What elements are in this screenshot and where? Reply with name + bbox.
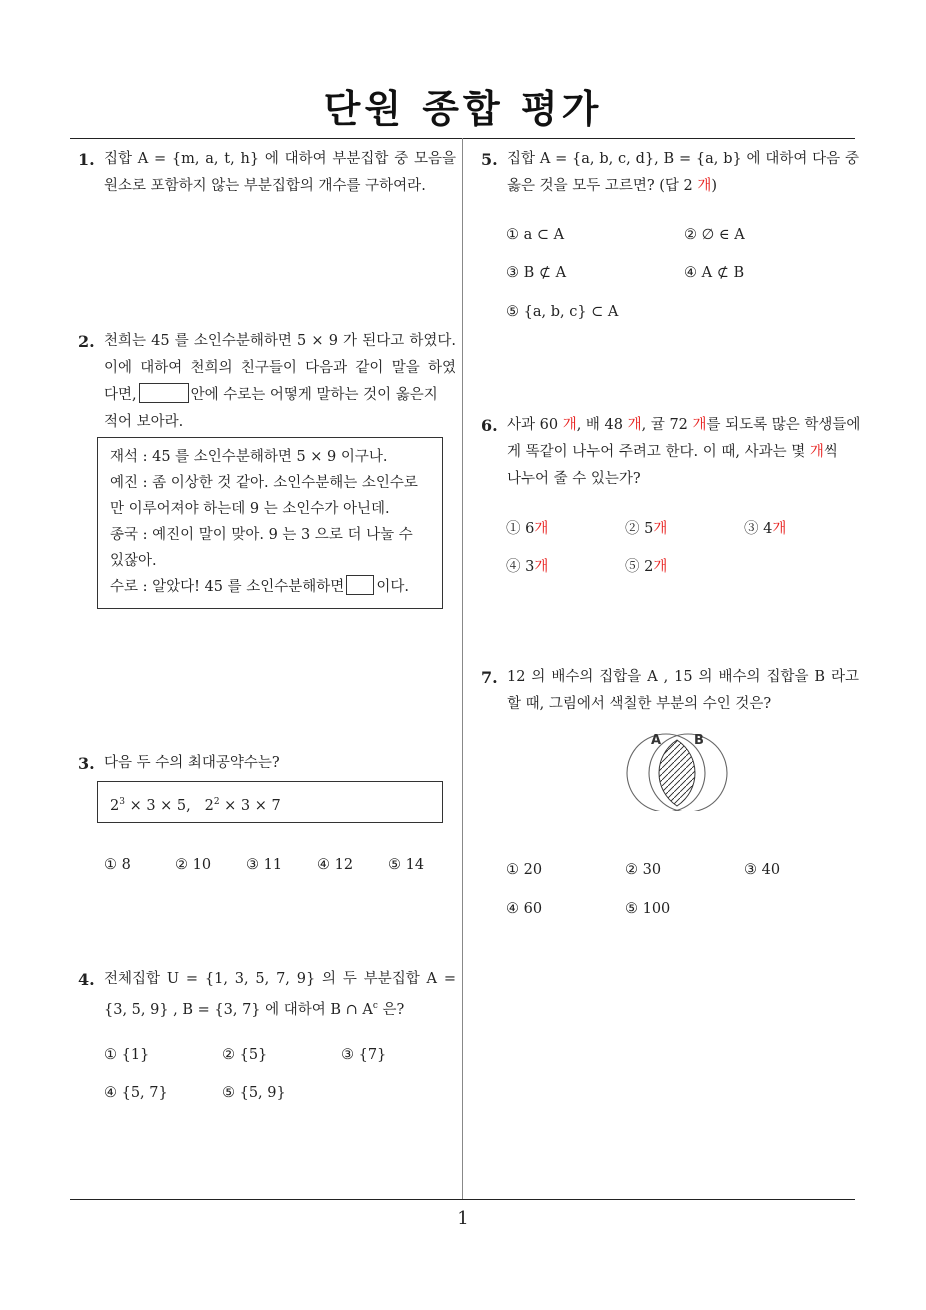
question-text: 12 의 배수의 집합을 A , 15 의 배수의 집합을 B 라고 <box>507 669 859 685</box>
option[interactable]: ④ {5, 7} <box>104 1085 168 1101</box>
question-6 <box>481 412 859 493</box>
venn-label-a: A <box>651 733 662 748</box>
answer-blank <box>139 383 189 403</box>
question-text: 천희는 45 를 소인수분해하면 5 × 9 가 된다고 하였다. <box>104 333 456 349</box>
option[interactable]: ③ B ⊄ A <box>506 265 567 281</box>
question-number: 3. <box>78 754 95 773</box>
option[interactable]: ① 20 <box>506 862 543 878</box>
question-number: 1. <box>78 150 95 169</box>
option[interactable]: ④ 60 <box>506 901 543 917</box>
question-number: 6. <box>481 416 498 435</box>
dialogue-line: 종국 : 예진이 말이 맞아. 9 는 3 으로 더 나눌 수 <box>110 527 413 543</box>
option[interactable]: ③ 4개 <box>744 521 787 537</box>
question-text: 적어 보아라. <box>104 414 184 430</box>
dialogue-line: 있잖아. <box>110 553 157 569</box>
question-3 <box>78 750 456 777</box>
question-text: 원소로 포함하지 않는 부분집합의 개수를 구하여라. <box>104 178 426 194</box>
question-text: 사과 60 개, 배 48 개, 귤 72 개를 되도록 많은 학생들에 <box>507 417 861 433</box>
option[interactable]: ① 8 <box>104 857 131 873</box>
question-text: 다면, 안에 수로는 어떻게 말하는 것이 옳은지 <box>104 382 456 409</box>
question-text: 집합 A = {m, a, t, h} 에 대하여 부분집합 중 모음을 <box>104 151 456 167</box>
option[interactable]: ③ 11 <box>246 857 283 873</box>
venn-intersection <box>659 740 695 806</box>
option[interactable]: ② 5개 <box>625 521 668 537</box>
option[interactable]: ⑤ {a, b, c} ⊂ A <box>506 304 619 320</box>
question-number: 2. <box>78 332 95 351</box>
option[interactable]: ⑤ 100 <box>625 901 671 917</box>
question-7 <box>481 664 859 718</box>
question-text: 이에 대하여 천희의 친구들이 다음과 같이 말을 하였 <box>104 360 456 376</box>
option[interactable]: ① 6개 <box>506 521 549 537</box>
option[interactable]: ① a ⊂ A <box>506 227 565 243</box>
option[interactable]: ⑤ 2개 <box>625 559 668 575</box>
venn-diagram <box>620 726 735 811</box>
question-text: 집합 A = {a, b, c, d}, B = {a, b} 에 대하여 다음 중 <box>507 151 859 167</box>
expression: $2^3 \times 3 \times 5$, $2^2 \times 3 \times 7$ <box>110 797 281 814</box>
option[interactable]: ③ 40 <box>744 862 781 878</box>
option[interactable]: ② 30 <box>625 862 662 878</box>
question-number: 7. <box>481 668 498 687</box>
question-2 <box>78 328 456 436</box>
page-number: 1 <box>457 1208 469 1229</box>
question-text: {3, 5, 9} , B = {3, 7} 에 대하여 B ∩ $A^c$ 은? <box>104 1001 405 1018</box>
option[interactable]: ⑤ {5, 9} <box>222 1085 286 1101</box>
question-text: 나누어 줄 수 있는가? <box>507 471 641 487</box>
question-4 <box>78 966 456 1024</box>
option[interactable]: ② ∅ ∈ A <box>684 227 745 243</box>
question-5 <box>481 146 859 200</box>
question-text: 게 똑같이 나누어 주려고 한다. 이 때, 사과는 몇 개씩 <box>507 444 838 460</box>
question-text: 할 때, 그림에서 색칠한 부분의 수인 것은? <box>507 696 772 712</box>
option[interactable]: ③ {7} <box>341 1047 387 1063</box>
option[interactable]: ④ A ⊄ B <box>684 265 745 281</box>
dialogue-line: 예진 : 좀 이상한 것 같아. 소인수분해는 소인수로 <box>110 475 418 491</box>
option[interactable]: ② 10 <box>175 857 212 873</box>
option[interactable]: ⑤ 14 <box>388 857 425 873</box>
dialogue-line: 수로 : 알았다! 45 를 소인수분해하면 이다. <box>110 574 442 600</box>
question-text: 옳은 것을 모두 고르면? (답 2 개) <box>507 178 718 194</box>
dialogue-line: 만 이루어져야 하는데 9 는 소인수가 아닌데. <box>110 501 390 517</box>
question-number: 4. <box>78 970 95 989</box>
option[interactable]: ① {1} <box>104 1047 150 1063</box>
column-divider <box>462 138 463 1200</box>
footer-rule <box>70 1199 855 1200</box>
question-number: 5. <box>481 150 498 169</box>
question-text: 전체집합 U = {1, 3, 5, 7, 9} 의 두 부분집합 A = <box>104 971 456 987</box>
option[interactable]: ④ 12 <box>317 857 354 873</box>
option[interactable]: ② {5} <box>222 1047 268 1063</box>
question-text: 다음 두 수의 최대공약수는? <box>104 755 280 771</box>
answer-blank <box>346 575 374 595</box>
venn-label-b: B <box>694 733 704 748</box>
dialogue-box <box>97 437 443 609</box>
expression-box <box>97 781 443 823</box>
dialogue-line: 재석 : 45 를 소인수분해하면 5 × 9 이구나. <box>110 449 388 465</box>
page-title: 단원 종합 평가 <box>323 87 603 131</box>
question-1 <box>78 146 456 200</box>
option[interactable]: ④ 3개 <box>506 559 549 575</box>
